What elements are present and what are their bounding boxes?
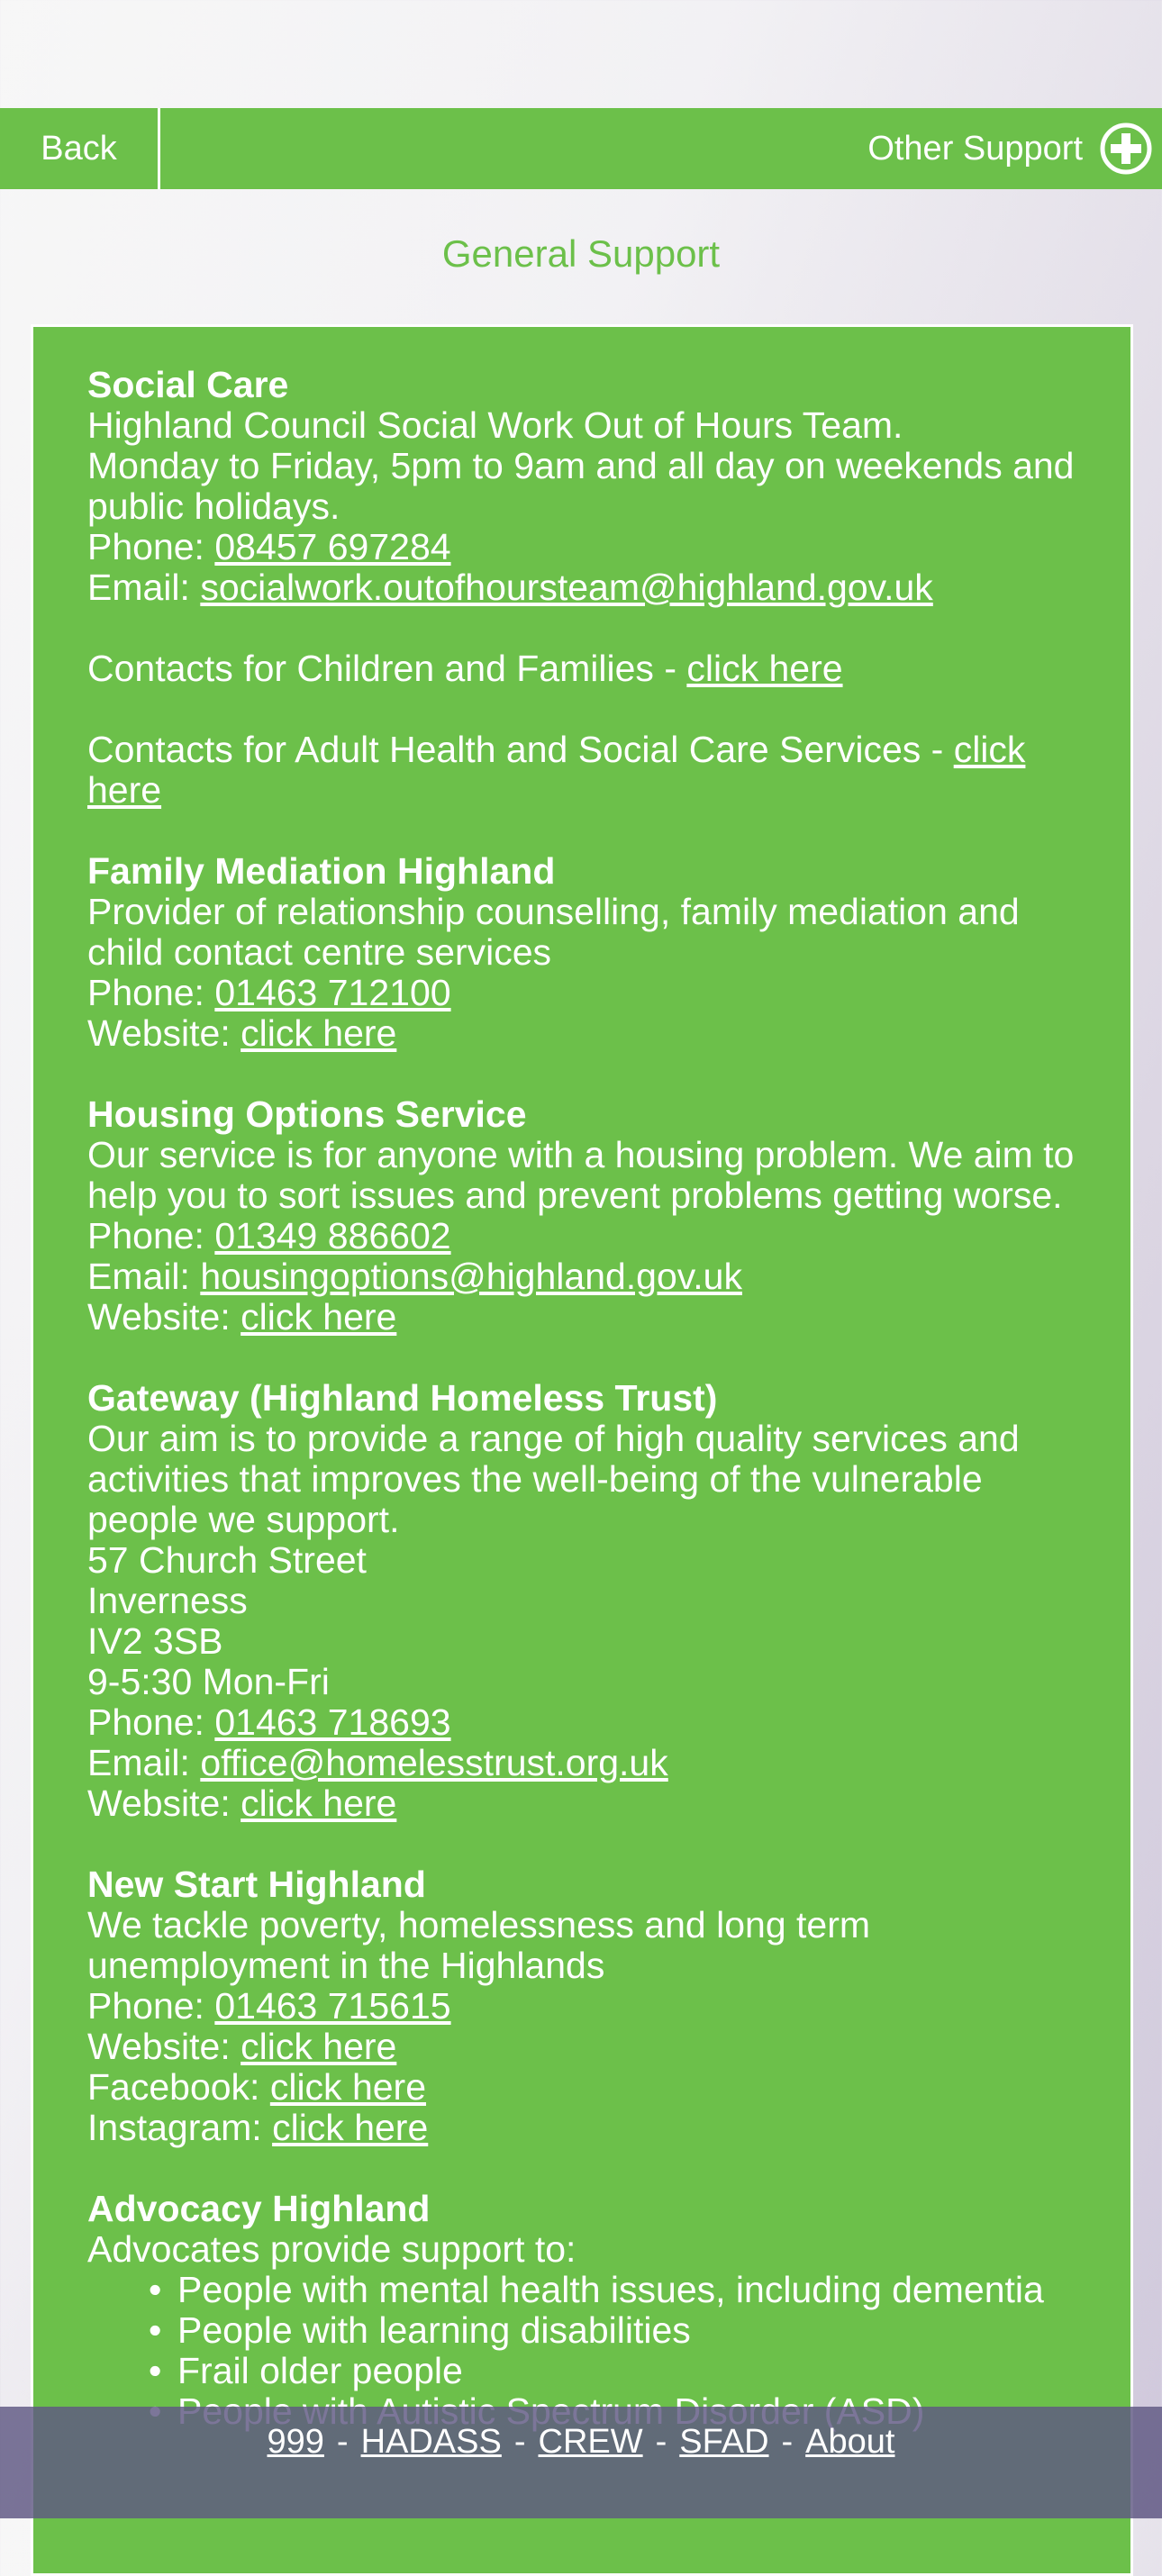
section-title: Gateway (Highland Homeless Trust): [87, 1377, 718, 1419]
phone-link[interactable]: 01463 718693: [214, 1701, 451, 1743]
section-description: Our service is for anyone with a housing problem. We aim to help you to sort issues and prevent problems getting worse.: [87, 1134, 1075, 1216]
phone-link[interactable]: 08457 697284: [214, 526, 451, 567]
phone-line: [87, 527, 1094, 567]
facebook-line: [87, 2067, 1094, 2108]
website-label: Website:: [87, 1296, 241, 1338]
section-description: We tackle poverty, homelessness and long term unemployment in the Highlands: [87, 1904, 871, 1986]
section-description: Highland Council Social Work Out of Hours Team.: [87, 404, 903, 446]
address-line: 57 Church Street: [87, 1539, 367, 1581]
phone-line: [87, 1216, 1094, 1256]
section-children-families: [87, 649, 1094, 689]
website-line: [87, 1783, 1094, 1824]
email-label: Email:: [87, 1256, 201, 1297]
children-families-link[interactable]: click here: [686, 648, 843, 689]
section-hours: Monday to Friday, 5pm to 9am and all day on weekends and public holidays.: [87, 445, 1075, 527]
other-support-button[interactable]: [867, 108, 1153, 189]
email-line: [87, 1743, 1094, 1783]
section-title: Advocacy Highland: [87, 2188, 431, 2229]
support-content: [87, 365, 1094, 2472]
other-support-label: Other Support: [867, 129, 1083, 168]
website-label: Website:: [87, 1782, 241, 1824]
section-new-start: [87, 1864, 1094, 2148]
instagram-label: Instagram:: [87, 2107, 273, 2148]
back-button[interactable]: Back: [0, 108, 160, 189]
instagram-line: [87, 2108, 1094, 2148]
section-title: Housing Options Service: [87, 1093, 527, 1135]
email-line: [87, 1256, 1094, 1297]
footer-separator: -: [781, 2423, 794, 2461]
website-label: Website:: [87, 1012, 241, 1054]
list-item: • Frail older people: [149, 2351, 1094, 2391]
list-item: • People with learning disabilities: [149, 2310, 1094, 2351]
section-title: New Start Highland: [87, 1864, 426, 1905]
address-line: IV2 3SB: [87, 1620, 223, 1662]
website-link[interactable]: click here: [241, 1782, 397, 1824]
footer-bar: [0, 2407, 1162, 2518]
phone-link[interactable]: 01463 715615: [214, 1985, 451, 2027]
opening-hours: 9-5:30 Mon-Fri: [87, 1661, 330, 1702]
phone-label: Phone:: [87, 972, 215, 1013]
section-social-care: [87, 365, 1094, 608]
adult-health-text: Contacts for Adult Health and Social Care Services -: [87, 729, 954, 770]
footer-link-crew[interactable]: CREW: [538, 2423, 643, 2461]
section-adult-health: [87, 730, 1094, 811]
section-title: Family Mediation Highland: [87, 850, 556, 892]
phone-link[interactable]: 01463 712100: [214, 972, 451, 1013]
phone-line: [87, 1986, 1094, 2027]
top-nav-bar: [0, 108, 1162, 189]
section-gateway: [87, 1378, 1094, 1824]
email-link[interactable]: office@homelesstrust.org.uk: [200, 1742, 668, 1783]
website-link[interactable]: click here: [241, 1012, 397, 1054]
support-panel: [31, 324, 1133, 2576]
section-family-mediation: [87, 851, 1094, 1054]
phone-label: Phone:: [87, 526, 215, 567]
section-housing-options: [87, 1094, 1094, 1338]
website-link[interactable]: click here: [241, 2026, 397, 2067]
website-label: Website:: [87, 2026, 241, 2067]
footer-link-sfad[interactable]: SFAD: [679, 2423, 769, 2461]
address-line: Inverness: [87, 1580, 248, 1621]
website-link[interactable]: click here: [241, 1296, 397, 1338]
phone-label: Phone:: [87, 1985, 215, 2027]
website-line: [87, 2027, 1094, 2067]
list-item: • People with mental health issues, including dementia: [149, 2270, 1094, 2310]
section-description: Provider of relationship counselling, family mediation and child contact centre services: [87, 891, 1020, 973]
footer-separator: -: [336, 2423, 349, 2461]
email-link[interactable]: socialwork.outofhoursteam@highland.gov.uk: [200, 567, 933, 608]
footer-link-about[interactable]: About: [805, 2423, 895, 2461]
phone-line: [87, 973, 1094, 1013]
email-label: Email:: [87, 567, 201, 608]
phone-line: [87, 1702, 1094, 1743]
footer-separator: -: [655, 2423, 667, 2461]
page-title: General Support: [441, 232, 721, 275]
instagram-link[interactable]: click here: [272, 2107, 429, 2148]
footer-link-999[interactable]: 999: [267, 2423, 324, 2461]
children-families-text: Contacts for Children and Families -: [87, 648, 687, 689]
section-description: Our aim is to provide a range of high quality services and activities that improves the well-being of the vulnerable people we support.: [87, 1418, 1020, 1540]
phone-label: Phone:: [87, 1701, 215, 1743]
website-line: [87, 1013, 1094, 1054]
section-description: Advocates provide support to:: [87, 2228, 576, 2270]
footer-link-hadass[interactable]: HADASS: [360, 2423, 502, 2461]
phone-link[interactable]: 01349 886602: [214, 1215, 451, 1256]
section-advocacy: [87, 2189, 1094, 2432]
email-label: Email:: [87, 1742, 201, 1783]
footer-separator: -: [513, 2423, 526, 2461]
adult-health-link[interactable]: click here: [87, 729, 1026, 811]
email-line: [87, 567, 1094, 608]
facebook-link[interactable]: click here: [269, 2066, 427, 2108]
email-link[interactable]: housingoptions@highland.gov.uk: [200, 1256, 742, 1297]
facebook-label: Facebook:: [87, 2066, 270, 2108]
section-title: Social Care: [87, 364, 289, 405]
phone-label: Phone:: [87, 1215, 215, 1256]
website-line: [87, 1297, 1094, 1338]
plus-circle-icon: [1099, 122, 1153, 176]
